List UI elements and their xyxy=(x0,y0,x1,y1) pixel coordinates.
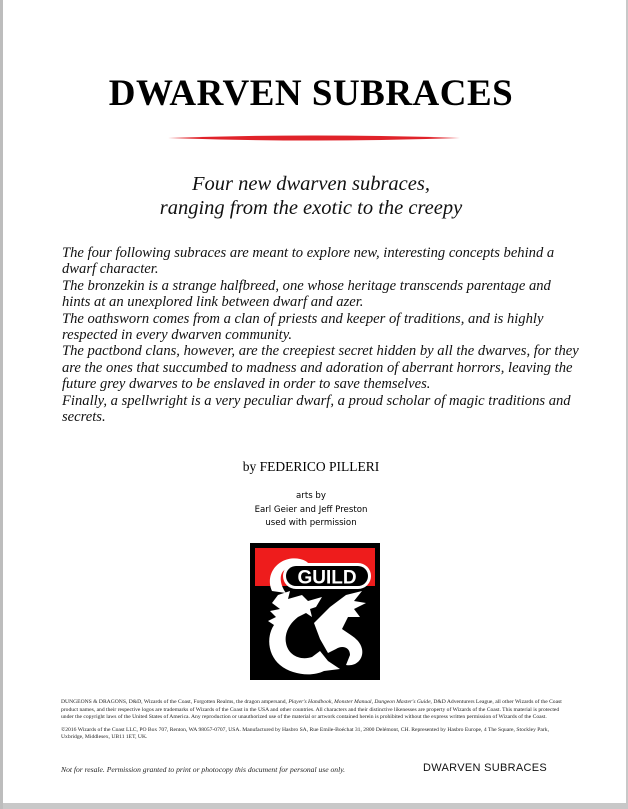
subtitle-line-2: ranging from the exotic to the creepy xyxy=(159,197,463,219)
dnd-ampersand-dragon-icon xyxy=(250,543,380,680)
footer-title: DWARVEN SUBRACES xyxy=(423,762,547,774)
title-divider xyxy=(168,135,460,141)
svg-text:GUILD: GUILD xyxy=(297,567,357,589)
footer-resale-note: Not for resale. Permission granted to print or photocopy this document for personal use only. xyxy=(61,765,346,774)
intro-paragraph: The pactbond clans, however, are the creepiest secret hidden by all the dwarves, for they are the ones that succumbed to madness and adoration of aberrant horrors, leaving the future grey dwarves to be enslaved in order to save themselves. xyxy=(62,343,579,393)
dms-guild-logo xyxy=(250,543,380,680)
subtitle-line-1: Four new dwarven subraces, xyxy=(191,173,430,195)
trademark-text: DUNGEONS & DRAGONS, D&D, Wizards of the Coast, Forgotten Realms, the dragon ampersand, xyxy=(61,699,289,705)
subtitle xyxy=(0,172,625,220)
credits-line-1: arts by xyxy=(296,491,326,501)
intro-text xyxy=(62,245,582,425)
page-title: DWARVEN SUBRACES xyxy=(108,73,514,114)
copyright-notice: ©2016 Wizards of the Coast LLC, PO Box 707, Renton, WA 98057-0707, USA. Manufactured by Hasbro SA, Rue Emile-Boéchat 31, 2800 Delémont, CH. Represented by Hasbro Europe, 4 The Square, Stockley Park, Uxbridge, Middlesex, UB11 1ET, UK. xyxy=(61,726,549,741)
intro-paragraph: The bronzekin is a strange halfbreed, one whose heritage transcends parentage and hints at an unexplored link between dwarf and azer. xyxy=(62,277,551,311)
legal-notice xyxy=(61,699,571,747)
trademark-text-rest: D&D Adventurers League, all other Wizards of the Coast product names, and their respective logos are trademarks of Wizards of the Coast in the USA and other countries. All characters and their distinctive likenesses are property of Wizards of the Coast. This material is protected under the copyright laws of the United States of America. Any reproduction or unauthorized use of the material or artwork contained herein is prohibited without the express written permission of Wizards of the Coast. xyxy=(61,699,562,721)
intro-paragraph: Finally, a spellwright is a very peculiar dwarf, a proud scholar of magic traditions and secrets. xyxy=(62,392,571,426)
art-credits xyxy=(0,490,625,531)
intro-paragraph: The oathsworn comes from a clan of priests and keeper of traditions, and is highly respected in every dwarven community. xyxy=(62,310,544,344)
trademark-notice xyxy=(61,699,571,722)
credits-line-3: used with permission xyxy=(265,518,357,528)
author-byline: by FEDERICO PILLERI xyxy=(242,459,380,474)
intro-paragraph: The four following subraces are meant to explore new, interesting concepts behind a dwarf character. xyxy=(62,245,555,278)
credits-line-2: Earl Geier and Jeff Preston xyxy=(254,504,368,515)
trademark-book-titles: Player's Handbook, Monster Manual, Dungeon Master's Guide, xyxy=(288,699,432,705)
